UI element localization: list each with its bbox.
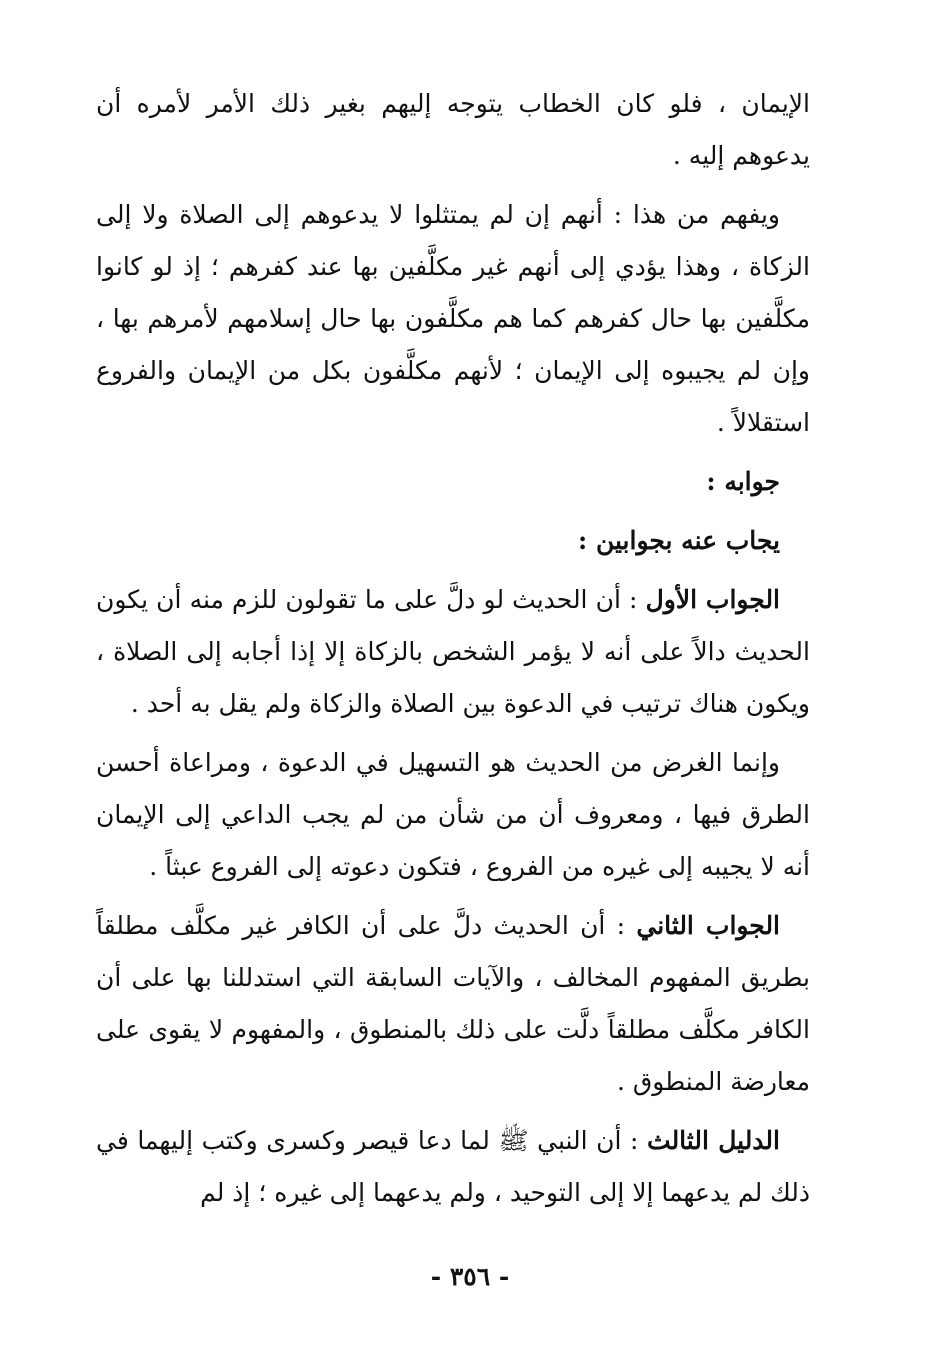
answer-heading-text: جوابه : bbox=[706, 467, 780, 496]
paragraph-1 bbox=[96, 78, 810, 182]
page-number: - ٣٥٦ - bbox=[430, 1262, 510, 1291]
first-answer-heading: الجواب الأول bbox=[645, 585, 781, 614]
paragraph-2-text: ويفهم من هذا : أنهم إن لم يمتثلوا لا يدعوهم إلى الصلاة ولا إلى الزكاة ، وهذا يؤدي إلى أنهم غير مكلَّفين بها عند كفرهم ؛ إذ لو كانوا مكلَّفين بها حال كفرهم كما هم مكلَّفون بها حال إسلامهم لأمرهم بها ، وإن لم يجيبوه إلى الإيمان ؛ لأنهم مكلَّفون بكل من الإيمان والفروع استقلالاً . bbox=[96, 200, 810, 437]
first-answer-text: : أن الحديث لو دلَّ على ما تقولون للزم منه أن يكون الحديث دالاً على أنه لا يؤمر الشخص بالزكاة إلا إذا أجابه إلى الصلاة ، ويكون هناك ترتيب في الدعوة بين الصلاة والزكاة ولم يقل به أحد . bbox=[96, 585, 810, 718]
paragraph-6-text: وإنما الغرض من الحديث هو التسهيل في الدعوة ، ومراعاة أحسن الطرق فيها ، ومعروف أن من شأن من لم يجب الداعي إلى الإيمان أنه لا يجيبه إلى غيره من الفروع ، فتكون دعوته إلى الفروع عبثاً . bbox=[96, 748, 810, 881]
paragraph-6 bbox=[96, 737, 810, 893]
page-text-body bbox=[96, 78, 810, 1318]
third-evidence-paragraph bbox=[96, 1115, 810, 1219]
answer-heading bbox=[96, 456, 810, 508]
two-answers-heading bbox=[96, 515, 810, 567]
third-evidence-text: : أن النبي ﷺ لما دعا قيصر وكسرى وكتب إليهما في ذلك لم يدعهما إلا إلى التوحيد ، ولم يدعهما إلى غيره ؛ إذ لم bbox=[96, 1126, 810, 1207]
paragraph-1-text: الإيمان ، فلو كان الخطاب يتوجه إليهم بغير ذلك الأمر لأمره أن يدعوهم إليه . bbox=[96, 89, 810, 170]
two-answers-heading-text: يجاب عنه بجوابين : bbox=[578, 526, 780, 555]
second-answer-text: : أن الحديث دلَّ على أن الكافر غير مكلَّف مطلقاً بطريق المفهوم المخالف ، والآيات السابقة التي استدللنا بها على أن الكافر مكلَّف مطلقاً دلَّت على ذلك بالمنطوق ، والمفهوم لا يقوى على معارضة المنطوق . bbox=[96, 911, 810, 1096]
first-answer-paragraph bbox=[96, 574, 810, 730]
second-answer-paragraph bbox=[96, 900, 810, 1108]
third-evidence-heading: الدليل الثالث bbox=[647, 1126, 780, 1155]
second-answer-heading: الجواب الثاني bbox=[636, 911, 781, 940]
paragraph-2 bbox=[96, 189, 810, 449]
